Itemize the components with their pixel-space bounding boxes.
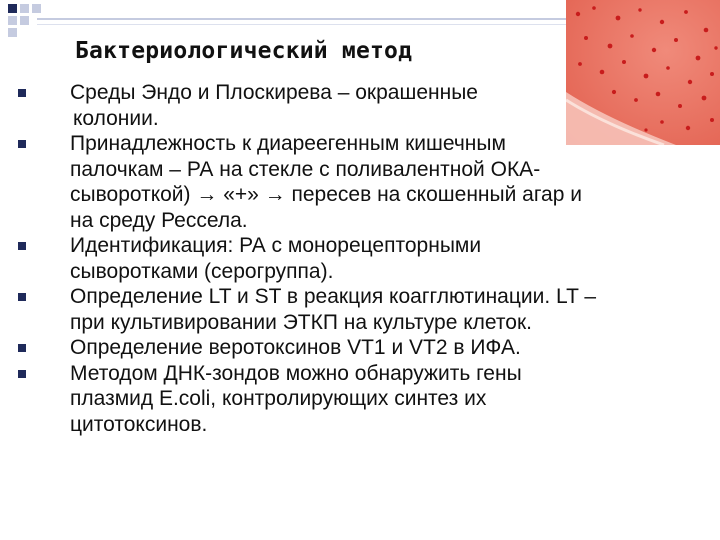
corner-square-light [8, 28, 17, 37]
bullet-line: Методом ДНК-зондов можно обнаружить гены [70, 361, 522, 385]
bullet-item [18, 233, 708, 284]
bullet-line: при культивировании ЭТКП на культуре клеток. [70, 310, 532, 334]
bullet-line: Определение LT и ST в реакция коагглютинации. LT – [70, 285, 597, 308]
corner-square-light [8, 16, 17, 25]
bullet-line: сывороткой) → «+» → пересев на скошенный агар и [70, 183, 582, 206]
corner-square-light [20, 4, 29, 13]
bullet-line: сыворотками (серогруппа). [70, 259, 334, 283]
square-bullet-icon [18, 370, 26, 378]
bullet-line: Принадлежность к диареегенным кишечным [70, 132, 506, 155]
bullet-line: цитотоксинов. [70, 412, 208, 436]
bullet-item [18, 335, 708, 361]
bullet-line: Среды Эндо и Плоскирева – окрашенные [70, 81, 478, 104]
corner-square-light [32, 4, 41, 13]
bullet-line: колонии. [73, 106, 159, 130]
bullet-item [18, 131, 708, 233]
corner-square-dark [8, 4, 17, 13]
bullet-item [18, 284, 708, 335]
bullet-line: Определение веротоксинов VT1 и VT2 в ИФА. [70, 336, 521, 359]
bullet-line: плазмид E.coli, контролирующих синтез их [70, 387, 487, 410]
square-bullet-icon [18, 242, 26, 250]
bullet-line: Идентификация: РА с монорецепторными [70, 234, 482, 257]
square-bullet-icon [18, 89, 26, 97]
square-bullet-icon [18, 344, 26, 352]
corner-square-light [20, 16, 29, 25]
bullet-list [18, 80, 708, 437]
bullet-line: палочкам – РА на стекле с поливалентной ОКА- [70, 157, 541, 181]
bullet-item [18, 361, 708, 438]
square-bullet-icon [18, 293, 26, 301]
bullet-item [18, 80, 708, 131]
slide-title: Бактериологический метод [75, 38, 413, 64]
bullet-line: на среду Рессела. [70, 208, 248, 232]
square-bullet-icon [18, 140, 26, 148]
